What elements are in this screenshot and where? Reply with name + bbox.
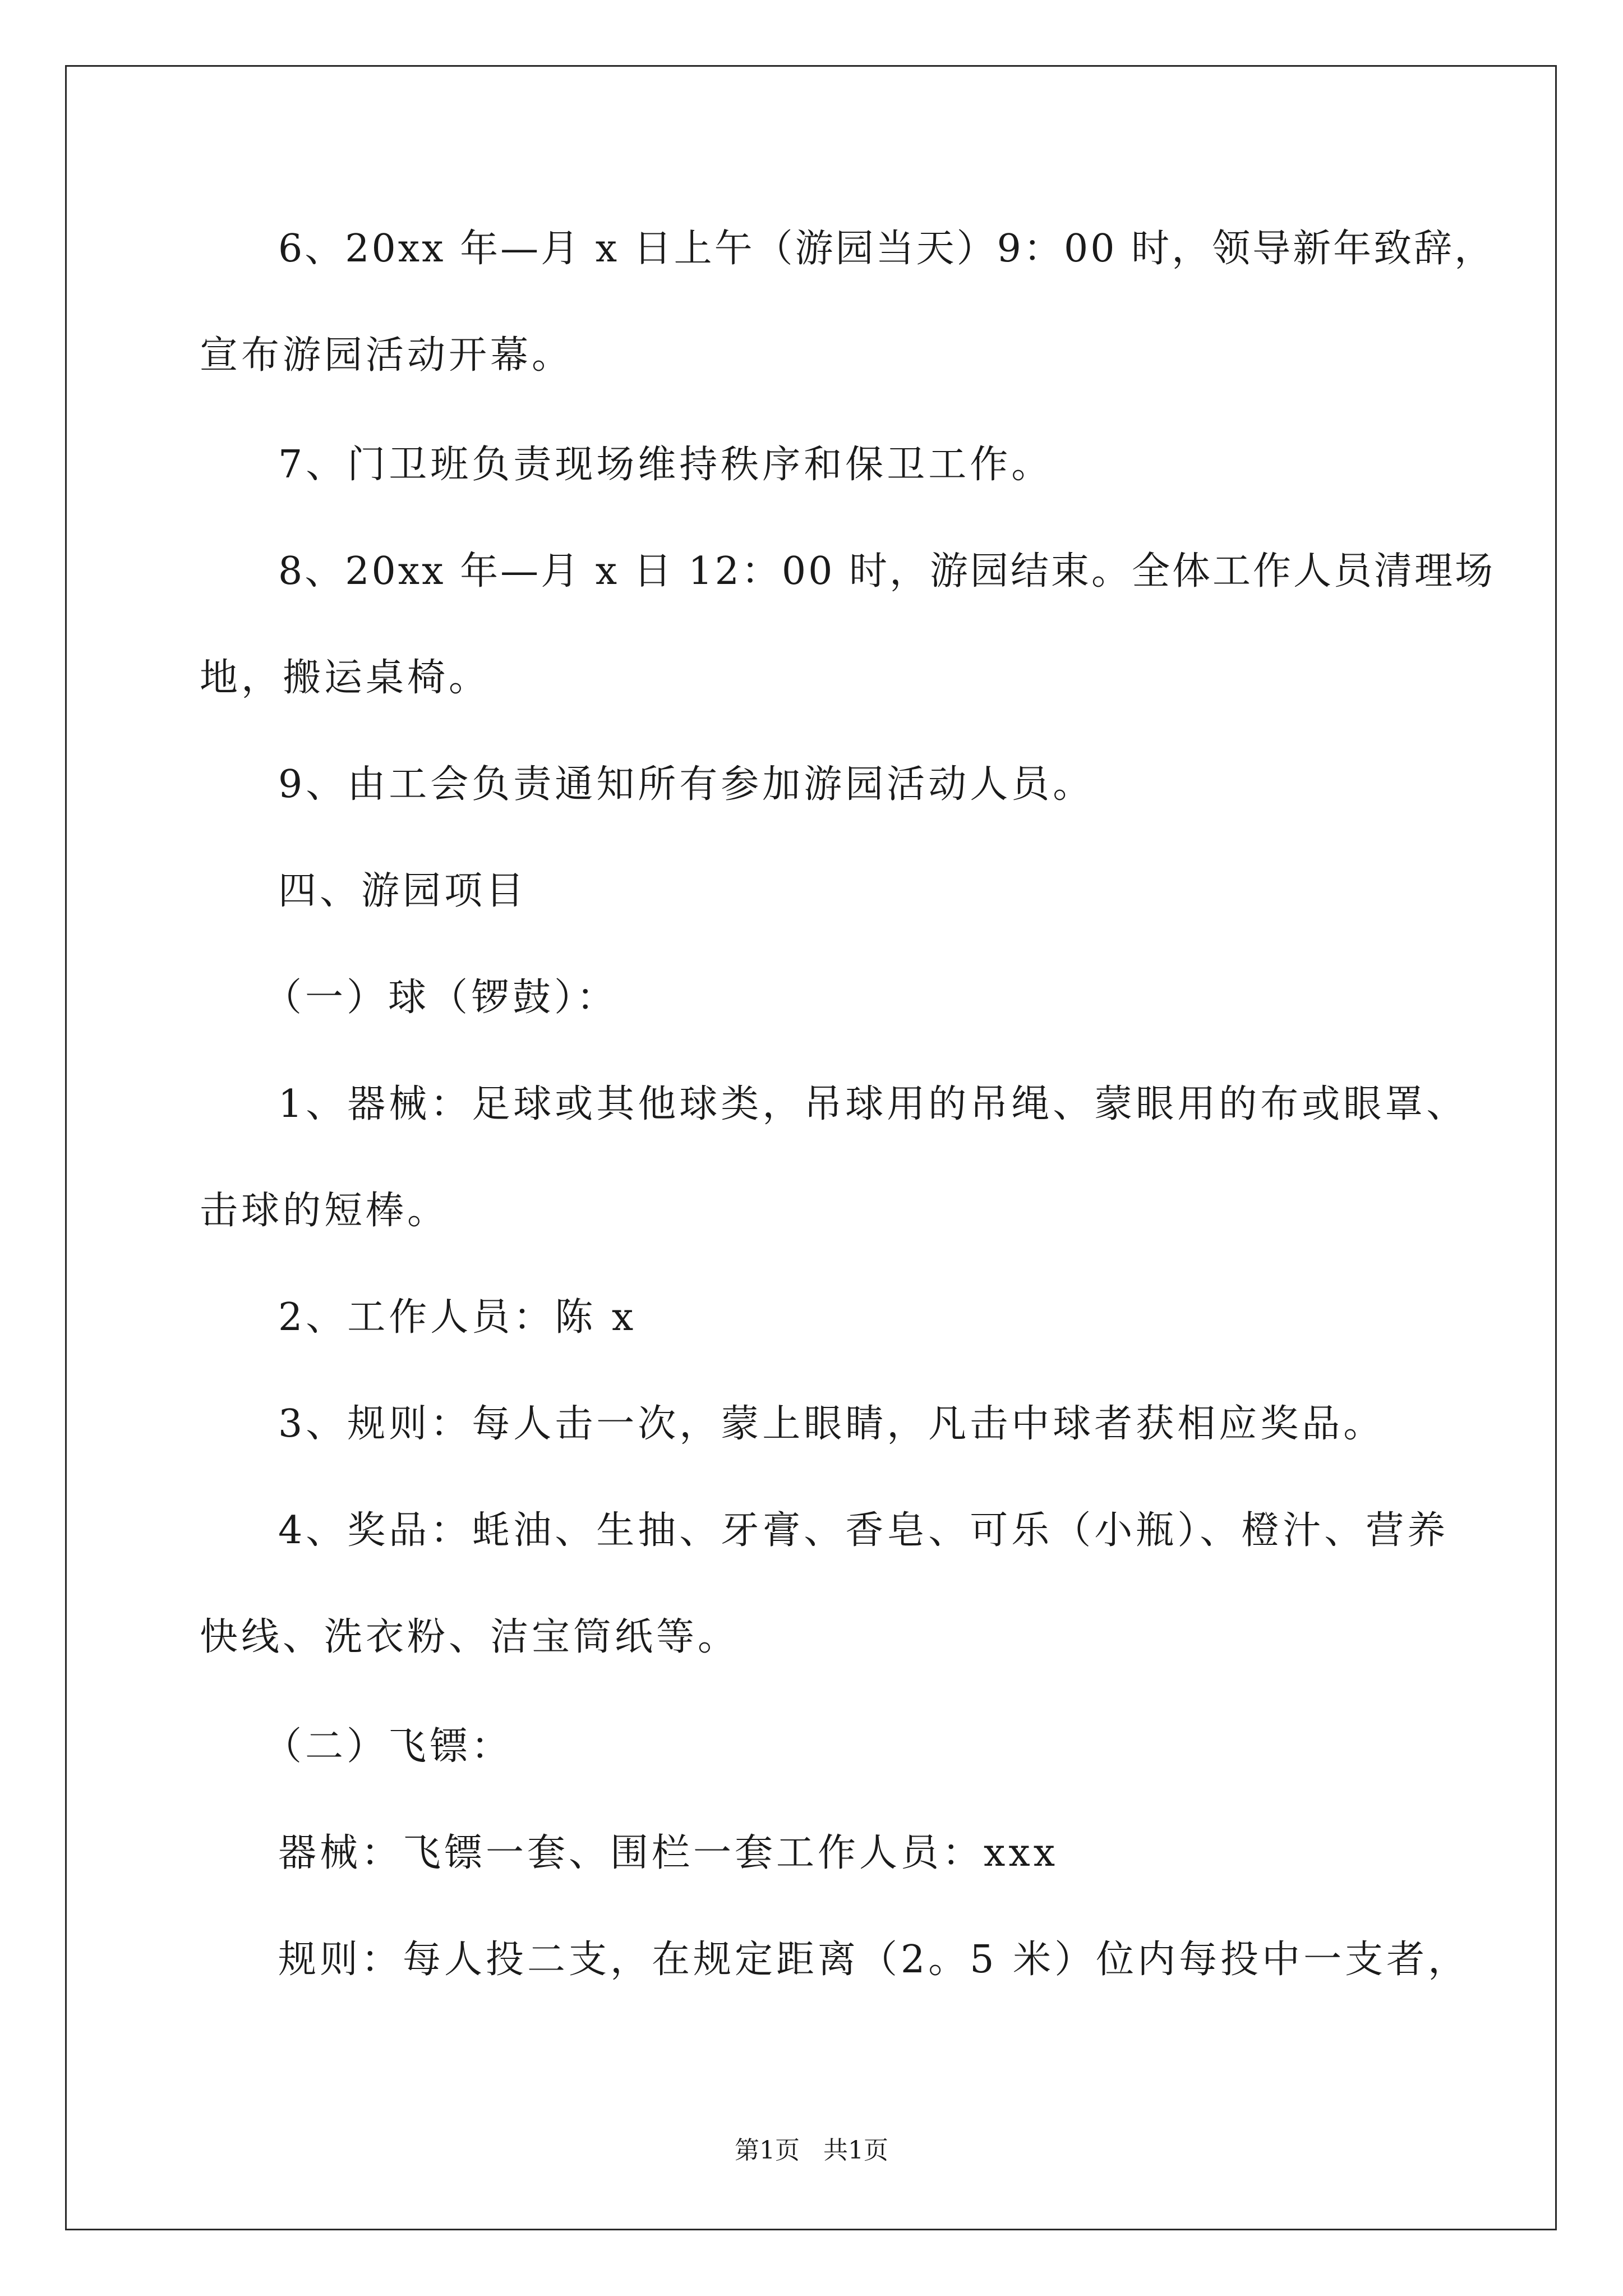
- paragraph-line: 规则：每人投二支，在规定距离（2。5 米）位内每投中一支者，: [278, 1938, 1470, 1982]
- paragraph-line: 快线、洗衣粉、洁宝筒纸等。: [200, 1615, 740, 1659]
- paragraph-line: 器械：飞镖一套、围栏一套工作人员：xxx: [278, 1831, 1059, 1875]
- page-footer: 第1页 共1页: [735, 2136, 888, 2165]
- subsection-heading: （一）球（锣鼓）：: [264, 976, 619, 1020]
- paragraph-line: 宣布游园活动开幕。: [200, 333, 574, 378]
- paragraph-line: 击球的短棒。: [200, 1189, 449, 1233]
- paragraph-line: 2、工作人员：陈 x: [278, 1295, 637, 1340]
- paragraph-line: 9、由工会负责通知所有参加游园活动人员。: [278, 762, 1095, 807]
- paragraph-line: 3、规则：每人击一次，蒙上眼睛，凡击中球者获相应奖品。: [278, 1402, 1385, 1446]
- page-border: [65, 65, 1557, 2230]
- paragraph-line: 8、20xx 年—月 x 日 12：00 时，游园结束。全体工作人员清理场: [278, 549, 1495, 593]
- paragraph-line: 7、门卫班负责现场维持秩序和保卫工作。: [278, 443, 1053, 487]
- paragraph-line: 地，搬运桌椅。: [200, 656, 491, 700]
- paragraph-line: 4、奖品：蚝油、生抽、牙膏、香皂、可乐（小瓶）、橙汁、营养: [278, 1508, 1449, 1553]
- section-heading: 四、游园项目: [278, 869, 528, 913]
- paragraph-line: 6、20xx 年—月 x 日上午（游园当天）9：00 时，领导新年致辞，: [278, 227, 1495, 271]
- paragraph-line: 1、器械：足球或其他球类，吊球用的吊绳、蒙眼用的布或眼罩、: [278, 1082, 1468, 1126]
- subsection-heading: （二）飞镖：: [264, 1724, 513, 1769]
